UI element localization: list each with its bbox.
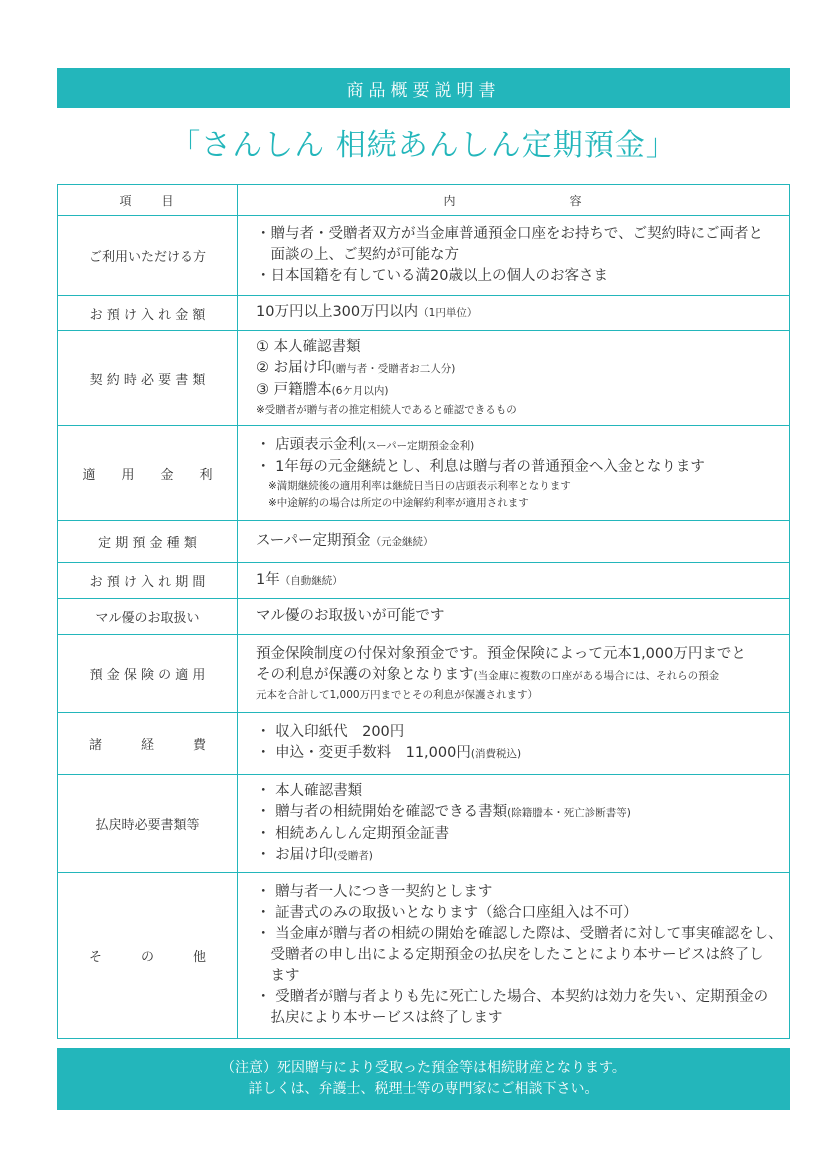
content-line: 預金保険制度の付保対象預金です。預金保険によって元本1,000万円までと <box>256 645 746 662</box>
content-note: ※中途解約の場合は所定の中途解約利率が適用されます <box>268 496 529 509</box>
content-line: マル優のお取扱いが可能です <box>256 608 445 624</box>
table-row-documents <box>58 331 790 426</box>
content-sub: （自動継続） <box>279 574 343 587</box>
row-label: 払戻時必要書類等 <box>58 775 238 873</box>
content-line: ③ 戸籍謄本 <box>256 382 332 398</box>
table-row-eligibility <box>58 216 790 296</box>
row-content <box>238 713 790 775</box>
content-sub: (6ケ月以内) <box>331 385 389 397</box>
row-label: そ の 他 <box>58 873 238 1039</box>
product-spec-table <box>57 184 790 1039</box>
column-header-item: 項 目 <box>58 185 238 216</box>
row-label: マル優のお取扱い <box>58 599 238 635</box>
amount-range: 10万円以上300万円以内 <box>256 304 419 320</box>
content-sub: （元金継続） <box>370 535 434 548</box>
row-content <box>238 216 790 296</box>
content-line: ② お届け印 <box>256 360 332 376</box>
content-line: ・ お届け印 <box>256 846 334 863</box>
table-row-insurance <box>58 635 790 713</box>
row-label: 契 約 時 必 要 書 類 <box>58 331 238 426</box>
row-label: 諸 経 費 <box>58 713 238 775</box>
footer-notice <box>57 1048 790 1110</box>
content-sub: (除籍謄本・死亡診断書等) <box>507 806 631 819</box>
table-row-refund-documents <box>58 775 790 873</box>
row-label: お 預 け 入 れ 金 額 <box>58 296 238 331</box>
row-content <box>238 296 790 331</box>
content-line: ・日本国籍を有している満20歳以上の個人のお客さま <box>256 268 608 284</box>
content-sub: (スーパー定期預金金利) <box>362 439 475 452</box>
row-content <box>238 521 790 563</box>
content-note: 元本を合計して1,000万円までとその利息が保護されます） <box>256 688 539 701</box>
row-content <box>238 331 790 426</box>
content-line: 受贈者の申し出による定期預金の払戻をしたことにより本サービスは終了し <box>256 947 764 963</box>
content-line: 払戻により本サービスは終了します <box>256 1010 503 1026</box>
table-row-rate <box>58 426 790 521</box>
deposit-type: スーパー定期預金 <box>256 532 371 549</box>
content-sub: (消費税込) <box>470 748 522 760</box>
content-line: ① 本人確認書類 <box>256 339 361 355</box>
content-sub: (贈与者・受贈者お二人分) <box>331 363 456 375</box>
row-content <box>238 599 790 635</box>
table-row-fees <box>58 713 790 775</box>
content-line: ・ 受贈者が贈与者よりも先に死亡した場合、本契約は効力を失い、定期預金の <box>256 989 769 1005</box>
amount-unit-note: （1円単位） <box>418 307 478 319</box>
header-band <box>57 68 790 108</box>
content-line: ・ 当金庫が贈与者の相続の開始を確認した際は、受贈者に対して事実確認をし、 <box>256 926 783 942</box>
content-line: ・ 贈与者の相続開始を確認できる書類 <box>256 803 508 820</box>
deposit-term: 1年 <box>256 571 280 588</box>
content-sub: (当金庫に複数の口座がある場合には、それらの預金 <box>473 669 720 682</box>
row-content <box>238 563 790 599</box>
content-line: 面談の上、ご契約が可能な方 <box>256 247 459 263</box>
content-line: ・贈与者・受贈者双方が当金庫普通預金口座をお持ちで、ご契約時にご両者と <box>256 226 764 242</box>
row-label: 預 金 保 険 の 適 用 <box>58 635 238 713</box>
row-content <box>238 873 790 1039</box>
content-line: ます <box>256 968 300 984</box>
table-row-type <box>58 521 790 563</box>
table-row-other <box>58 873 790 1039</box>
table-row-term <box>58 563 790 599</box>
content-line: その利息が保護の対象となります <box>256 666 474 683</box>
content-line: ・ 1年毎の元金継続とし、利息は贈与者の普通預金へ入金となります <box>256 458 705 475</box>
content-line: ・ 相続あんしん定期預金証書 <box>256 825 450 842</box>
content-line: ・ 収入印紙代 200円 <box>256 724 405 740</box>
row-content <box>238 635 790 713</box>
table-header-row <box>58 185 790 216</box>
column-header-content: 内 容 <box>238 185 790 216</box>
content-sub: (受贈者) <box>333 849 373 862</box>
content-line: ・ 店頭表示金利 <box>256 436 363 453</box>
content-note: ※受贈者が贈与者の推定相続人であると確認できるもの <box>256 404 517 416</box>
content-line: ・ 本人確認書類 <box>256 782 363 799</box>
row-content <box>238 775 790 873</box>
table-row-amount <box>58 296 790 331</box>
content-line: ・ 申込・変更手数料 11,000円 <box>256 745 471 761</box>
footer-line: 詳しくは、弁護士、税理士等の専門家にご相談下さい。 <box>248 1081 599 1097</box>
table-row-maruyu <box>58 599 790 635</box>
row-content <box>238 426 790 521</box>
product-title: 「さんしん 相続あんしん定期預金」 <box>170 128 677 163</box>
footer-line: （注意）死因贈与により受取った預金等は相続財産となります。 <box>221 1060 626 1076</box>
content-line: ・ 贈与者一人につき一契約とします <box>256 884 493 900</box>
document-type-label: 商品概要説明書 <box>346 80 501 101</box>
row-label: 定 期 預 金 種 類 <box>58 521 238 563</box>
content-note: ※満期継続後の適用利率は継続日当日の店頭表示利率となります <box>268 479 571 492</box>
row-label: 適 用 金 利 <box>58 426 238 521</box>
content-line: ・ 証書式のみの取扱いとなります（総合口座組入は不可） <box>256 905 638 921</box>
row-label: お 預 け 入 れ 期 間 <box>58 563 238 599</box>
row-label: ご利用いただける方 <box>58 216 238 296</box>
